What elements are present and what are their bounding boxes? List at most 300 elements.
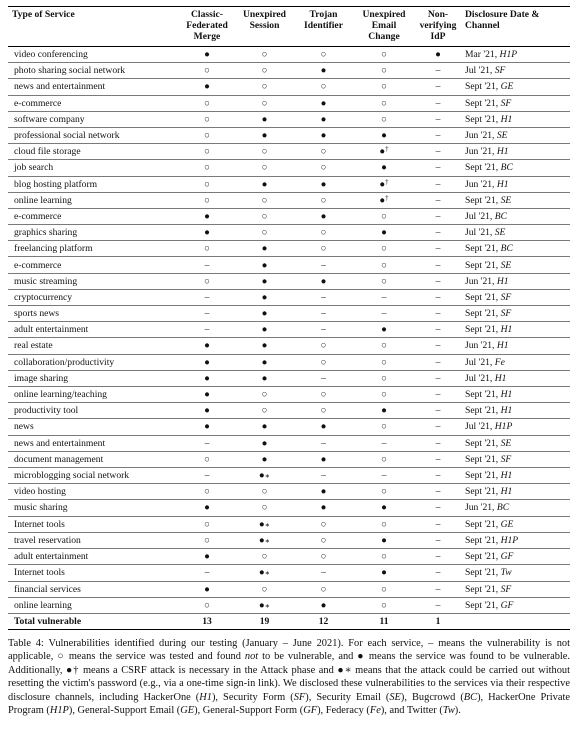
not-vulnerable-mark: ○ [261,502,268,514]
non-verifying-idp-cell [413,322,463,338]
table-row [8,532,570,548]
classic-federated-merge-cell [177,386,237,402]
vulnerable-mark: ● [204,389,210,401]
unexpired-email-change-cell [355,403,413,419]
vulnerable-mark: ● [261,356,268,368]
not-vulnerable-mark: ○ [320,243,327,255]
not-applicable-mark: – [381,470,387,482]
trojan-identifier-cell [292,386,355,402]
total-disclosure [463,614,570,630]
trojan-identifier-cell [292,516,355,532]
disclosure-cell [463,451,570,467]
disclosure-date: Jul '21, [465,372,495,384]
non-verifying-idp-cell [413,532,463,548]
disclosure-channel: BC [500,162,513,174]
not-vulnerable-mark: ○ [381,243,387,255]
classic-federated-merge-cell [177,127,237,143]
trojan-identifier-cell [292,565,355,581]
table-row [8,95,570,111]
not-vulnerable-mark: ○ [381,259,387,271]
caption-text: Table 4: Vulnerabilities identified during our testing (January – June 2021). For each service, – means the vulnerability is not applicable, ○ means the service was tested and found [8,638,570,663]
disclosure-channel: SE [500,437,512,449]
disclosure-channel: BC [494,210,507,222]
service-type: image sharing [8,370,177,386]
table-row [8,306,570,322]
not-vulnerable-mark: ○ [320,49,327,61]
not-applicable-mark: – [204,567,210,579]
unexpired-email-change-cell [355,419,413,435]
unexpired-session-cell [237,192,292,208]
disclosure-channel: Fe [494,356,505,368]
disclosure-channel: SE [494,227,506,239]
disclosure-cell [463,354,570,370]
service-type: software company [8,111,177,127]
non-verifying-idp-cell [413,257,463,273]
not-vulnerable-mark: ○ [381,486,387,498]
disclosure-date: Sept '21, [465,324,501,336]
disclosure-date: Sept '21, [465,97,501,109]
caption-text: ). [454,705,461,717]
not-vulnerable-mark: ○ [204,599,210,611]
not-applicable-mark: – [321,324,326,336]
not-applicable-mark: – [435,583,441,595]
non-verifying-idp-cell [413,500,463,516]
disclosure-date: Sept '21, [465,259,501,271]
disclosure-cell [463,403,570,419]
trojan-identifier-cell [292,127,355,143]
disclosure-channel: SF [500,291,512,303]
table-row [8,160,570,176]
table-body [8,47,570,614]
not-vulnerable-mark: ○ [381,49,387,61]
non-verifying-idp-cell [413,370,463,386]
not-vulnerable-mark: ○ [261,551,268,563]
unexpired-session-cell [237,241,292,257]
disclosure-cell [463,386,570,402]
disclosure-cell [463,95,570,111]
service-type: online learning [8,192,177,208]
caption-text: ), Security Email ( [305,691,390,703]
header-line: Unexpired [362,9,406,20]
not-vulnerable-mark: ○ [381,275,387,287]
non-verifying-idp-cell [413,289,463,305]
disclosure-channel: SF [500,97,512,109]
unexpired-session-cell [237,338,292,354]
not-vulnerable-mark: ○ [204,162,210,174]
not-vulnerable-mark: ○ [381,113,387,125]
caption-text: ), Federacy ( [317,705,370,717]
unexpired-session-cell [237,354,292,370]
classic-federated-merge-cell [177,597,237,613]
non-verifying-idp-cell [413,63,463,79]
table-row [8,225,570,241]
unexpired-session-cell [237,79,292,95]
non-verifying-idp-cell [413,111,463,127]
service-type: video hosting [8,484,177,500]
unexpired-email-change-cell [355,532,413,548]
disclosure-date: Sept '21, [465,81,501,93]
unexpired-email-change-cell [355,273,413,289]
not-applicable-mark: – [435,113,441,125]
header-line: Change [368,31,400,42]
disclosure-date: Jul '21, [465,421,495,433]
not-vulnerable-mark: ○ [261,97,268,109]
disclosure-date: Sept '21, [465,453,501,465]
unexpired-email-change-cell [355,500,413,516]
disclosure-date: Sept '21, [465,162,501,174]
vulnerable-mark: ● [320,453,327,465]
vulnerable-mark: ● [261,324,268,336]
unexpired-email-change-cell [355,549,413,565]
trojan-identifier-cell [292,306,355,322]
disclosure-channel: BC [496,502,510,514]
unexpired-email-change-cell [355,176,413,192]
table-row [8,419,570,435]
disclosure-cell [463,484,570,500]
disclosure-channel: H1 [500,324,513,336]
disclosure-date: Sept '21, [465,470,501,482]
disclosure-date: Jun '21, [465,178,497,190]
not-vulnerable-mark: ○ [320,583,327,595]
unexpired-session-cell [237,160,292,176]
not-vulnerable-mark: ○ [261,583,268,595]
disclosure-cell [463,419,570,435]
trojan-identifier-cell [292,160,355,176]
trojan-identifier-cell [292,581,355,597]
service-type: financial services [8,581,177,597]
not-vulnerable-mark: ○ [204,275,210,287]
not-vulnerable-mark: ○ [261,227,268,239]
caption-italic: BC [463,691,478,703]
table-row [8,467,570,483]
service-type: microblogging social network [8,467,177,483]
service-type: productivity tool [8,403,177,419]
classic-federated-merge-cell [177,47,237,63]
csrf-required-mark: † [385,177,389,186]
not-applicable-mark: – [435,210,441,222]
unexpired-session-cell [237,467,292,483]
unexpired-email-change-cell [355,451,413,467]
header-line: Unexpired [243,9,286,20]
table-row [8,565,570,581]
unexpired-session-cell [237,257,292,273]
not-vulnerable-mark: ○ [204,534,210,546]
vulnerable-mark: ● [381,567,387,579]
disclosure-date: Jun '21, [465,275,497,287]
table-row [8,257,570,273]
disclosure-channel: BC [500,243,513,255]
disclosure-channel: GE [500,81,514,93]
table-row [8,581,570,597]
trojan-identifier-cell [292,467,355,483]
disclosure-channel: GF [500,551,514,563]
unexpired-session-cell [237,386,292,402]
vulnerable-mark: ● [258,469,265,481]
not-vulnerable-mark: ○ [204,97,210,109]
not-applicable-mark: – [435,567,441,579]
header-trojan-identifier [292,7,355,47]
trojan-identifier-cell [292,532,355,548]
unexpired-session-cell [237,95,292,111]
header-line: Federated [186,20,228,31]
unexpired-session-cell [237,306,292,322]
disclosure-date: Sept '21, [465,551,501,563]
trojan-identifier-cell [292,549,355,565]
non-verifying-idp-cell [413,273,463,289]
table-row [8,403,570,419]
vulnerable-mark: ● [258,599,265,611]
vulnerable-mark: ● [261,453,268,465]
not-applicable-mark: – [435,534,441,546]
trojan-identifier-cell [292,370,355,386]
disclosure-cell [463,549,570,565]
not-vulnerable-mark: ○ [320,162,327,174]
not-vulnerable-mark: ○ [261,405,268,417]
disclosure-cell [463,208,570,224]
table-row [8,241,570,257]
service-type: online learning [8,597,177,613]
not-vulnerable-mark: ○ [204,243,210,255]
classic-federated-merge-cell [177,451,237,467]
not-applicable-mark: – [435,405,441,417]
disclosure-cell [463,241,570,257]
vulnerable-mark: ● [320,599,327,611]
vulnerable-mark: ● [320,486,327,498]
table-row [8,516,570,532]
unexpired-session-cell [237,532,292,548]
disclosure-cell [463,127,570,143]
not-applicable-mark: – [435,291,441,303]
unexpired-session-cell [237,484,292,500]
non-verifying-idp-cell [413,95,463,111]
not-vulnerable-mark: ○ [261,486,268,498]
disclosure-date: Sept '21, [465,534,501,546]
non-verifying-idp-cell [413,176,463,192]
not-vulnerable-mark: ○ [381,389,387,401]
non-verifying-idp-cell [413,597,463,613]
trojan-identifier-cell [292,63,355,79]
unexpired-session-cell [237,111,292,127]
vulnerable-mark: ● [320,113,327,125]
classic-federated-merge-cell [177,419,237,435]
vulnerable-mark: ● [381,130,387,142]
table-row [8,435,570,451]
no-password-reset-mark: ∗ [264,568,271,578]
unexpired-session-cell [237,597,292,613]
caption-text: ), Security Form ( [211,691,294,703]
non-verifying-idp-cell [413,549,463,565]
not-applicable-mark: – [204,308,210,320]
not-applicable-mark: – [435,65,441,77]
table-row [8,451,570,467]
table-row [8,500,570,516]
unexpired-email-change-cell [355,289,413,305]
trojan-identifier-cell [292,322,355,338]
not-vulnerable-mark: ○ [261,210,268,222]
disclosure-channel: H1 [500,389,513,401]
caption-text: ), Bugcrowd ( [400,691,464,703]
vulnerable-mark: ● [261,437,268,449]
not-vulnerable-mark: ○ [381,551,387,563]
disclosure-cell [463,370,570,386]
unexpired-email-change-cell [355,47,413,63]
disclosure-channel: H1 [496,146,509,158]
classic-federated-merge-cell [177,257,237,273]
header-line: Non- [427,9,449,20]
header-line: Disclosure Date & [465,9,540,20]
non-verifying-idp-cell [413,225,463,241]
vulnerable-mark: ● [320,65,327,77]
caption-text: ), HackerOne Private Program ( [8,691,570,717]
service-type: cryptocurrency [8,289,177,305]
unexpired-email-change-cell [355,160,413,176]
csrf-required-mark: † [385,145,389,154]
not-vulnerable-mark: ○ [320,194,327,206]
not-vulnerable-mark: ○ [204,518,210,530]
caption-text: ), General-Support Form ( [194,705,304,717]
disclosure-cell [463,176,570,192]
service-type: sports news [8,306,177,322]
not-applicable-mark: – [435,178,441,190]
not-vulnerable-mark: ○ [204,486,210,498]
not-applicable-mark: – [435,599,441,611]
not-applicable-mark: – [204,324,210,336]
classic-federated-merge-cell [177,63,237,79]
unexpired-email-change-cell [355,354,413,370]
not-vulnerable-mark: ○ [381,65,387,77]
classic-federated-merge-cell [177,273,237,289]
disclosure-cell [463,289,570,305]
not-vulnerable-mark: ○ [320,389,327,401]
disclosure-channel: GF [500,599,514,611]
vulnerable-mark: ● [204,210,210,222]
service-type: music sharing [8,500,177,516]
trojan-identifier-cell [292,208,355,224]
header-line: IdP [430,31,446,42]
table-row [8,549,570,565]
classic-federated-merge-cell [177,208,237,224]
not-vulnerable-mark: ○ [204,146,210,158]
classic-federated-merge-cell [177,160,237,176]
table-row [8,176,570,192]
not-vulnerable-mark: ○ [204,178,210,190]
header-line: Email [371,20,397,31]
disclosure-date: Sept '21, [465,567,501,579]
non-verifying-idp-cell [413,47,463,63]
not-applicable-mark: – [321,437,326,449]
vulnerable-mark: ● [204,405,210,417]
service-type: e-commerce [8,257,177,273]
non-verifying-idp-cell [413,403,463,419]
unexpired-email-change-cell [355,306,413,322]
header-line: Trojan [309,9,338,20]
non-verifying-idp-cell [413,241,463,257]
not-applicable-mark: – [204,259,210,271]
not-vulnerable-mark: ○ [320,340,327,352]
unexpired-email-change-cell [355,79,413,95]
disclosure-channel: H1 [496,275,509,287]
header-unexpired-email-change [355,7,413,47]
disclosure-cell [463,322,570,338]
disclosure-cell [463,435,570,451]
service-type: collaboration/productivity [8,354,177,370]
table-row [8,273,570,289]
disclosure-cell [463,565,570,581]
header-line: Merge [193,31,221,42]
table-row [8,289,570,305]
caption-italic: SE [389,691,401,703]
header-line: Session [249,20,280,31]
classic-federated-merge-cell [177,192,237,208]
unexpired-email-change-cell [355,467,413,483]
unexpired-session-cell [237,47,292,63]
non-verifying-idp-cell [413,467,463,483]
non-verifying-idp-cell [413,192,463,208]
not-applicable-mark: – [435,486,441,498]
not-vulnerable-mark: ○ [381,356,387,368]
vulnerable-mark: ● [379,178,386,190]
not-vulnerable-mark: ○ [381,583,387,595]
non-verifying-idp-cell [413,565,463,581]
vulnerable-mark: ● [381,227,387,239]
header-line: Identifier [304,20,343,31]
classic-federated-merge-cell [177,532,237,548]
unexpired-session-cell [237,63,292,79]
not-vulnerable-mark: ○ [261,65,268,77]
unexpired-email-change-cell [355,338,413,354]
unexpired-email-change-cell [355,516,413,532]
disclosure-cell [463,225,570,241]
disclosure-channel: H1 [500,470,513,482]
disclosure-date: Jul '21, [465,65,495,77]
trojan-identifier-cell [292,403,355,419]
trojan-identifier-cell [292,144,355,160]
trojan-identifier-cell [292,435,355,451]
unexpired-session-cell [237,370,292,386]
caption-italic: H1 [199,691,212,703]
not-applicable-mark: – [435,162,441,174]
unexpired-email-change-cell [355,435,413,451]
vulnerable-mark: ● [261,178,268,190]
unexpired-session-cell [237,127,292,143]
non-verifying-idp-cell [413,160,463,176]
not-vulnerable-mark: ○ [204,65,210,77]
non-verifying-idp-cell [413,354,463,370]
unexpired-email-change-cell [355,597,413,613]
table-row [8,338,570,354]
disclosure-cell [463,111,570,127]
disclosure-date: Sept '21, [465,405,501,417]
table-row [8,354,570,370]
classic-federated-merge-cell [177,176,237,192]
vulnerable-mark: ● [381,405,387,417]
disclosure-date: Sept '21, [465,308,501,320]
vulnerable-mark: ● [261,243,268,255]
disclosure-date: Jul '21, [465,210,495,222]
disclosure-channel: H1 [494,372,507,384]
caption-text: ), and Twitter ( [380,705,443,717]
not-applicable-mark: – [435,97,441,109]
header-line: verifying [419,20,457,31]
disclosure-channel: SE [496,130,508,142]
disclosure-date: Jun '21, [465,146,497,158]
trojan-identifier-cell [292,225,355,241]
not-applicable-mark: – [321,567,326,579]
disclosure-channel: SF [494,65,506,77]
trojan-identifier-cell [292,484,355,500]
disclosure-cell [463,273,570,289]
unexpired-email-change-cell [355,370,413,386]
